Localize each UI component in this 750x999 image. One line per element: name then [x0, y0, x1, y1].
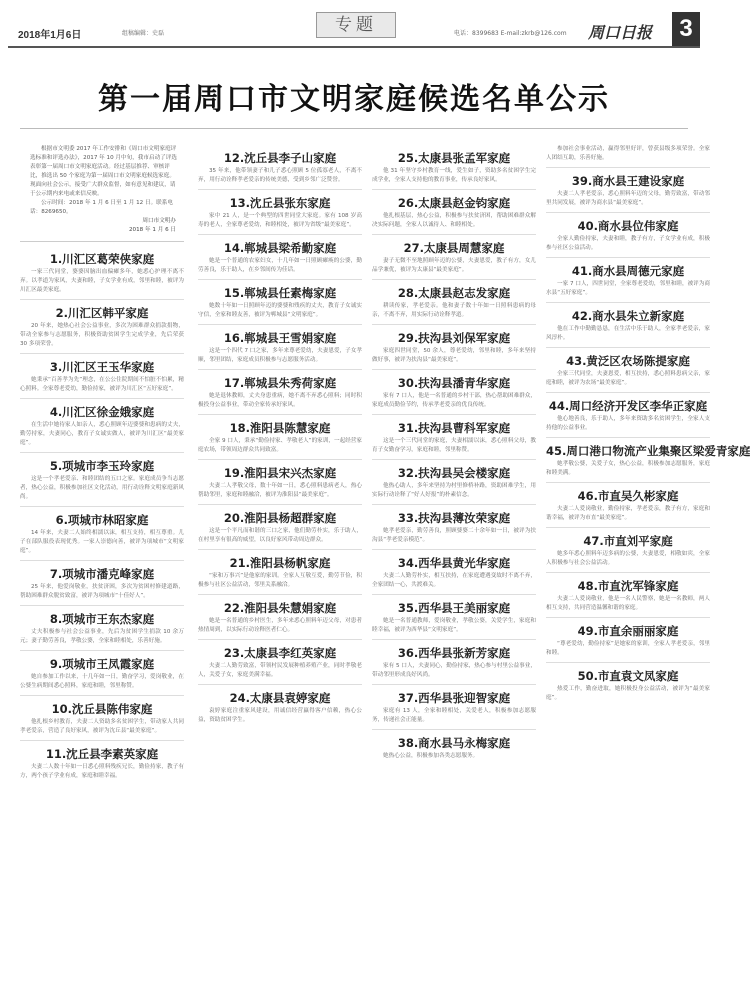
- family-entry-title: 46.市直吴久彬家庭: [546, 482, 710, 505]
- family-entry-title: 41.商水县周德元家庭: [546, 257, 710, 280]
- section-label: 专题: [316, 12, 396, 38]
- family-entry-body: 全家 9 口人，秉承“勤俭持家、孝敬老人”的家训，一起经营家庭农场，带领周边群众共同致富。: [198, 438, 362, 453]
- family-entry-title: 47.市直刘平家庭: [546, 527, 710, 550]
- family-entry-body: “尊老爱幼，勤俭持家”是她家的家训，全家人孝老爱亲，邻里和睦。: [546, 641, 710, 656]
- family-entry-body: 夫妻二人爱岗敬业，他是一名人民警察，她是一名教师，两人相互支持，共同营造温馨和谐的家庭。: [546, 596, 710, 611]
- header-rule: [8, 46, 700, 48]
- family-entry-title: 18.淮阳县陈慧家庭: [198, 414, 362, 437]
- family-entry: [20, 299, 184, 349]
- family-entry-title: 32.扶沟县吴会楼家庭: [372, 459, 536, 482]
- family-entry-title: 39.商水县王建设家庭: [546, 167, 710, 190]
- editor-credit: 组稿编辑：史磊: [122, 30, 165, 37]
- family-entry-title: 26.太康县赵金钧家庭: [372, 189, 536, 212]
- family-entry-title: 2.川汇区韩平家庭: [20, 299, 184, 322]
- family-entry: [20, 560, 184, 601]
- family-entry-body: 夫妻二人勤劳朴实，相互扶持，在家庭遭遇变故时不离不弃，全家团结一心，共渡难关。: [372, 573, 536, 588]
- family-entry: [20, 398, 184, 448]
- column-entries: [546, 145, 750, 703]
- family-entry: [372, 729, 536, 761]
- family-entry-body: 14 年来，夫妻二人始终相濡以沫，相互支持，相互尊重。儿子在部队服役表现优秀。一家人崇德向善，被评为项城市“文明家庭”。: [20, 530, 184, 554]
- family-entry: [546, 167, 710, 208]
- family-entry-title: 14.郸城县梁希勤家庭: [198, 234, 362, 257]
- family-entry: [198, 504, 362, 545]
- family-entry-body: 他在工作中勤勤恳恳，在生活中乐于助人，全家孝老爱亲，家风淳朴。: [546, 326, 710, 341]
- family-entry: [198, 145, 362, 185]
- family-entry-body: 她是一名普通的乡村医生，多年来悉心照料年迈父母，对患者热情周到，以实际行动诠释医者仁心。: [198, 618, 362, 633]
- family-entry-body: 她多年悉心照料年迈多病的公婆，夫妻恩爱，相敬如宾，全家人积极参与社会公益活动。: [546, 551, 710, 566]
- family-entry: [372, 459, 536, 500]
- column-3: [372, 145, 536, 991]
- family-entry-title: 42.商水县朱立新家庭: [546, 302, 710, 325]
- newspaper-name: 周口日报: [588, 23, 653, 42]
- family-entry: [372, 504, 536, 545]
- family-entry: [546, 527, 710, 568]
- family-entry: [546, 145, 710, 163]
- family-entry: [372, 549, 536, 590]
- title-divider: [20, 128, 688, 129]
- notice-divider: [20, 241, 184, 242]
- family-entry-title: 40.商水县位伟家庭: [546, 212, 710, 235]
- family-entry-body: 这是一个平凡而和谐的三口之家，他们勤劳朴实，乐于助人，在村里享有很高的威望，以良好家风带动周边群众。: [198, 528, 362, 543]
- family-entry-title: 19.淮阳县宋兴杰家庭: [198, 459, 362, 482]
- family-entry: [372, 234, 536, 275]
- notice-date: 2018 年 1 月 6 日: [128, 227, 176, 233]
- family-entry-body: 她秉承“百善孝为先”理念，在公公住院期间不怕脏不怕累，精心照料。全家尊老爱幼，勤俭持家，被评为川汇区“五好家庭”。: [20, 377, 184, 392]
- family-entry-title: 5.项城市李玉玲家庭: [20, 452, 184, 475]
- page-number: 3: [672, 12, 700, 46]
- family-entry-body: 这是一个四代 7 口之家，多年来尊老爱幼，夫妻恩爱，子女孝顺，邻里团结，家庭成员积极参与志愿服务活动。: [198, 348, 362, 363]
- family-entry-body: 他热心助人，多年来坚持为村里修桥补路，资助困难学生，用实际行动诠释了“好人好报”的朴素信念。: [372, 483, 536, 498]
- family-entry-body: 他扎根乡村教育，夫妻二人资助多名贫困学生，带动家人共同孝老爱亲，营造了良好家风，被评为沈丘县“最美家庭”。: [20, 719, 184, 734]
- family-entry-body: 全家人勤俭持家，夫妻和睦，教子有方，子女学业有成，积极参与社区公益活动。: [546, 236, 710, 251]
- family-entry-title: 3.川汇区王玉华家庭: [20, 353, 184, 376]
- family-entry: [546, 572, 710, 613]
- family-entry-body: 热爱工作，勤奋进取，她积极投身公益活动，被评为“最美家庭”。: [546, 686, 710, 701]
- family-entry-title: 49.市直余丽丽家庭: [546, 617, 710, 640]
- page-header: [0, 0, 708, 44]
- column-2: [198, 145, 362, 991]
- page-title: 第一届周口市文明家庭候选名单公示: [98, 82, 610, 117]
- family-entry-title: 28.太康县赵志发家庭: [372, 279, 536, 302]
- family-entry-body: 夫妻二人勤劳致富，带领村民发展种植养殖产业，同时孝敬老人，关爱子女，家庭美满幸福。: [198, 663, 362, 678]
- family-entry-body: 她是一名普通教师，爱岗敬业，孝敬公婆，关爱学生，家庭和睦幸福，被评为西华县“文明家庭”。: [372, 618, 536, 633]
- family-entry-title: 8.项城市王东杰家庭: [20, 605, 184, 628]
- family-entry-body: 丈夫积极参与社会公益事业，先后为贫困学生捐款 10 余万元；妻子勤劳善良，孝敬公婆，全家和睦相处，乐善好施。: [20, 629, 184, 644]
- family-entry: [20, 695, 184, 736]
- family-entry-body: 她数十年如一日照顾年迈的婆婆和残疾的丈夫，教育子女诚实守信，全家和睦友善，被评为郸城县“文明家庭”。: [198, 303, 362, 318]
- family-entry-body: 袁婷家庭注重家风建设，用诚信经营赢得客户信赖，热心公益，资助贫困学生。: [198, 708, 362, 723]
- family-entry-title: 33.扶沟县薄汝荣家庭: [372, 504, 536, 527]
- family-entry-title: 35.西华县王美丽家庭: [372, 594, 536, 617]
- family-entry-title: 24.太康县袁婷家庭: [198, 684, 362, 707]
- family-entry-title: 21.淮阳县杨帆家庭: [198, 549, 362, 572]
- family-entry-title: 17.郸城县朱秀荷家庭: [198, 369, 362, 392]
- family-entry: [546, 302, 710, 343]
- contact-info: 电话：8399683 E-mail:zkrb@126.com: [454, 30, 567, 37]
- family-entry-title: 38.商水县马永梅家庭: [372, 729, 536, 752]
- family-entry: [546, 257, 710, 298]
- family-entry: [372, 189, 536, 230]
- family-entry-title: 31.扶沟县曹科军家庭: [372, 414, 536, 437]
- family-entry: [20, 650, 184, 691]
- family-entry-title: 23.太康县李红英家庭: [198, 639, 362, 662]
- family-entry-body: 妻子无微不至地照顾年迈的公婆，夫妻恩爱，教子有方，女儿品学兼优，被评为太康县“最美家庭”。: [372, 258, 536, 273]
- family-entry-body: 这是一个孝老爱亲、和睦团结的五口之家。家庭成员争当志愿者，热心公益，积极参加社区文化活动，用行动诠释文明家庭新风尚。: [20, 476, 184, 500]
- family-entry-body: 全家三代同堂，夫妻恩爱，相互扶持，悉心照料患病父亲，家庭和睦，被评为农场“最美家庭”。: [546, 371, 710, 386]
- family-entry: [20, 452, 184, 502]
- issue-date: 2018年1月6日: [18, 30, 82, 41]
- family-entry: [198, 549, 362, 590]
- family-entry-title: 16.郸城县王雪娟家庭: [198, 324, 362, 347]
- family-entry-body: 家中 21 人，是一个典型的四世同堂大家庭。家有 108 岁高寿的老人，全家尊老爱幼，和睦相处，被评为省级“最美家庭”。: [198, 213, 362, 228]
- family-entry: [546, 617, 710, 658]
- column-1: [20, 145, 184, 991]
- family-entry-body: 她是退休教师，丈夫身患重病，她不离不弃悉心照料；同时积极投身公益事业，带动全家传承好家风。: [198, 393, 362, 408]
- family-entry: [198, 234, 362, 275]
- family-entry-body: 她孝敬公婆，关爱子女，热心公益，积极参加志愿服务，家庭和睦美满。: [546, 461, 710, 476]
- family-entry: [198, 369, 362, 410]
- family-entry-body: 这是一个三代同堂的家庭，夫妻相濡以沫，悉心照料父母，教育子女勤奋学习，家庭和睦，邻里称赞。: [372, 438, 536, 453]
- family-entry-title: 11.沈丘县李素英家庭: [20, 740, 184, 763]
- family-entry: [20, 353, 184, 394]
- notice-org: 周口市文明办: [142, 218, 176, 224]
- column-4: [546, 145, 750, 991]
- family-entry-title: 43.黄泛区农场陈提家庭: [546, 347, 710, 370]
- family-entry-body: 家庭四世同堂，50 余人，尊老爱幼，邻里和睦，多年来坚持做好事，被评为扶沟县“最美家庭”。: [372, 348, 536, 363]
- family-entry: [198, 684, 362, 725]
- family-entry-body: 耕读传家，孝老爱亲。他和妻子数十年如一日照料患病的母亲，不离不弃，用实际行动诠释孝道。: [372, 303, 536, 318]
- family-entry-title: 12.沈丘县李子山家庭: [223, 151, 337, 165]
- family-entry: [372, 594, 536, 635]
- family-entry-title: 22.淮阳县朱慧娟家庭: [198, 594, 362, 617]
- family-entry-title: 45.周口港口物流产业集聚区梁爱青家庭: [546, 437, 710, 460]
- family-entry-body: 家有 7 口人，他是一名普通的乡村干部，热心帮助困难群众，家庭成员勤俭节约，传承孝老爱亲的优良传统。: [372, 393, 536, 408]
- family-entry-title: 15.郸城县任素梅家庭: [198, 279, 362, 302]
- family-entry-title: 29.扶沟县刘保军家庭: [372, 324, 536, 347]
- family-entry-body: 她孝老爱亲，勤劳善良，照顾婆婆二十余年如一日，被评为扶沟县“孝老爱亲模范”。: [372, 528, 536, 543]
- family-entry: [198, 639, 362, 680]
- family-entry-body: 一家三代同堂，婆婆因脑出血偏瘫多年，她悉心护理不离不弃。以孝道为家风，夫妻和睦，子女学业有成，邻里和睦，被评为川汇区最美家庭。: [20, 269, 184, 293]
- family-entry: [20, 246, 184, 295]
- family-entry: [198, 459, 362, 500]
- family-entry-body: 25 年来，他爱岗敬业，扶贫济困，多次为贫困村修建道路，帮助困难群众脱贫致富，被评为项城市“十佳好人”。: [20, 584, 184, 599]
- family-entry-title: 20.淮阳县杨超群家庭: [198, 504, 362, 527]
- family-entry: [198, 594, 362, 635]
- family-entry-title: 48.市直沈军锋家庭: [546, 572, 710, 595]
- column-entries: [198, 145, 362, 725]
- notice-body: 根据市文明委 2017 年工作安排和《周口市文明家庭评选标准和评选办法》，2017 年 10 月中旬，我市启动了评选表彰第一届周口市文明家庭活动。经过基层推荐、审核评比，推选出 50 个家庭为第一届周口市文明家庭候选家庭。现面向社会公示，接受广大群众监督，如有意见和建议，请于公示期内来电或来信反映。: [30, 146, 177, 197]
- family-entry: [372, 684, 536, 725]
- family-entry: [546, 212, 710, 253]
- family-entry-body: “家和万事兴”是他家的家训。全家人互敬互爱，勤劳节俭，积极参与社区公益活动，邻里关系融洽。: [198, 573, 362, 588]
- family-entry-body: 他扎根基层，热心公益，积极参与扶贫济困，帮助困难群众解决实际问题，全家人以诚待人、和睦相处。: [372, 213, 536, 228]
- family-entry-body: 夫妻二人孝老爱亲，悉心照料年迈的父母，勤劳致富，带动邻里共同发展，被评为商水县“最美家庭”。: [546, 191, 710, 206]
- family-entry: [546, 662, 710, 703]
- family-entry-title: 50.市直袁文凤家庭: [546, 662, 710, 685]
- family-entry-body: 一家 7 口人，四世同堂，全家尊老爱幼，邻里和睦，被评为商水县“五好家庭”。: [546, 281, 710, 296]
- family-entry-body: 他心地善良，乐于助人，多年来资助多名贫困学生，全家人支持他的公益事业。: [546, 416, 710, 431]
- family-entry: [20, 740, 184, 781]
- family-entry: [198, 279, 362, 320]
- family-entry-title: 27.太康县周慧家庭: [372, 234, 536, 257]
- family-entry: [198, 324, 362, 365]
- family-entry-title: 34.西华县黄光华家庭: [372, 549, 536, 572]
- family-entry-title: 13.沈丘县张东家庭: [198, 189, 362, 212]
- family-entry-title: 6.项城市林昭家庭: [20, 506, 184, 529]
- family-entry-body: 夫妻二人孝敬父母，数十年如一日，悉心照料患病老人，热心帮助邻里，家庭和睦融洽，被评为淮阳县“最美家庭”。: [198, 483, 362, 498]
- family-entry-title: 4.川汇区徐金娥家庭: [20, 398, 184, 421]
- family-entry: [198, 189, 362, 230]
- family-entry: [546, 392, 710, 433]
- family-entry: [372, 369, 536, 410]
- family-entry-body: 家有 5 口人，夫妻同心，勤俭持家，热心参与村里公益事业，带动邻里形成良好风尚。: [372, 663, 536, 678]
- family-entry: [372, 279, 536, 320]
- family-entry-title: 10.沈丘县陈伟家庭: [20, 695, 184, 718]
- family-entry-body: 她自参加工作以来，十几年如一日，勤奋学习，爱岗敬业，在公婆生病期间悉心照料，家庭和睦，邻里称赞。: [20, 674, 184, 689]
- family-entry-title: 9.项城市王凤霞家庭: [20, 650, 184, 673]
- family-entry-body: 她热心公益，积极参加各类志愿服务。: [383, 753, 479, 759]
- family-entry-title: 1.川汇区葛荣侠家庭: [49, 252, 155, 266]
- family-entry-body: 她是一个普通的农家妇女，十几年如一日照顾瘫痪的公婆，勤劳善良，乐于助人，在乡邻间传为佳话。: [198, 258, 362, 273]
- family-entry: [20, 605, 184, 646]
- family-entry-title: 36.西华县张新芳家庭: [372, 639, 536, 662]
- family-entry-body: 他 31 年坚守乡村教育一线，爱生如子，资助多名贫困学生完成学业，全家人支持他的教育事业，传承良好家风。: [372, 168, 536, 183]
- family-entry-title: 37.西华县张迎智家庭: [372, 684, 536, 707]
- family-entry: [198, 414, 362, 455]
- column-entries: [372, 145, 536, 761]
- family-entry-body: 家庭有 13 人，全家和睦相处，关爱老人，积极参加志愿服务，传递社会正能量。: [372, 708, 536, 723]
- family-entry-title: 7.项城市潘克峰家庭: [20, 560, 184, 583]
- column-entries: [20, 246, 184, 781]
- family-entry-body: 参加社会事业活动，赢得邻里好评，曾获县级多项荣誉。全家人团结互助，乐善好施。: [546, 146, 710, 161]
- notice-period: 公示时间：2018 年 1 月 6 日至 1 月 12 日。联系电话：8269650。: [30, 200, 173, 215]
- family-entry-body: 在生活中她待家人如亲人，悉心照顾年迈婆婆和患病的丈夫，勤劳持家，夫妻同心，教育子女诚实做人，被评为川汇区“最美家庭”。: [20, 422, 184, 446]
- family-entry: [372, 414, 536, 455]
- family-entry: [372, 639, 536, 680]
- family-entry-title: 30.扶沟县潘青华家庭: [372, 369, 536, 392]
- family-entry: [546, 347, 710, 388]
- family-entry-title: 44.周口经济开发区李华正家庭: [546, 392, 710, 415]
- family-entry: [546, 482, 710, 523]
- family-entry: [546, 437, 750, 478]
- family-entry: [372, 145, 536, 185]
- family-entry: [372, 324, 536, 365]
- family-entry-body: 夫妻二人爱岗敬业，勤俭持家，孝老爱亲，教子有方，家庭和谐幸福，被评为市直“最美家庭”。: [546, 506, 710, 521]
- family-entry-body: 夫妻二人数十年如一日悉心照料残疾兄长，勤俭持家，教子有方，两个孩子学业有成，家庭和睦幸福。: [20, 764, 184, 779]
- family-entry-body: 20 年来，她热心社会公益事业，多次为困难群众捐款捐物，带动全家参与志愿服务，积极资助贫困学生完成学业，先后荣获 30 多项荣誉。: [20, 323, 184, 347]
- family-entry-title: 25.太康县张孟军家庭: [397, 151, 511, 165]
- family-entry: [20, 506, 184, 556]
- family-entry-body: 35 年来，他带领妻子和儿子悉心照顾 5 位孤寡老人，不离不弃，用行动诠释孝老爱亲的传统美德，受到乡邻广泛赞誉。: [198, 168, 362, 183]
